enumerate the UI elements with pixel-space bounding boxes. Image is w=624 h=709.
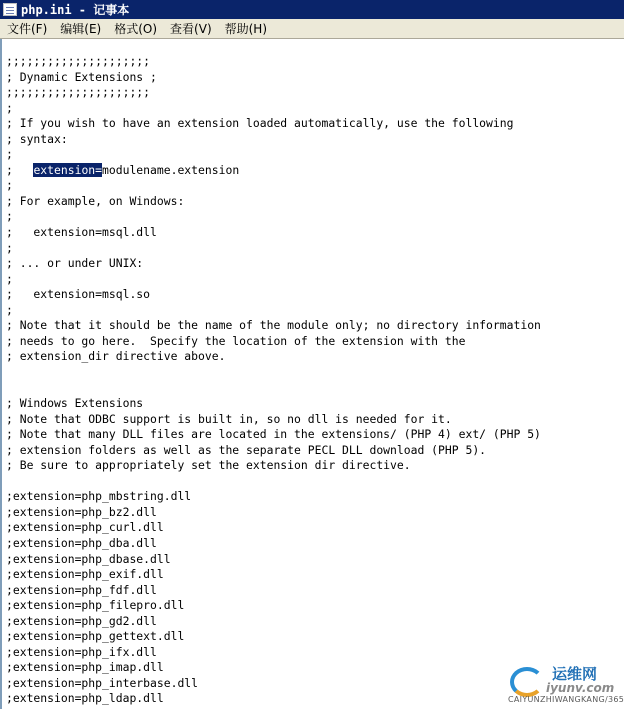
notepad-icon [3, 3, 17, 16]
text-line [6, 365, 541, 381]
menu-format[interactable]: 格式(O) [114, 22, 158, 36]
text-line: ; Note that many DLL files are located in the extensions/ (PHP 4) ext/ (PHP 5) [6, 427, 541, 442]
menu-view[interactable]: 查看(V) [170, 22, 212, 36]
text-line: ; [6, 240, 13, 255]
text-line: ;extension=php_curl.dll [6, 520, 164, 535]
text-line: ; [6, 302, 13, 317]
text-line: ;extension=php_fdf.dll [6, 582, 157, 597]
text-line: ; needs to go here. Specify the location of the extension with the [6, 333, 466, 348]
menu-file[interactable]: 文件(F) [7, 22, 48, 36]
text-line: ;extension=php_ifx.dll [6, 644, 157, 659]
text-line: ;extension=php_ldap.dll [6, 691, 164, 706]
text-line: ; Windows Extensions [6, 396, 144, 411]
text-line [6, 474, 541, 490]
text-line: ;extension=php_filepro.dll [6, 598, 185, 613]
text-line: ;extension=php_gd2.dll [6, 613, 157, 628]
text-line: ; Be sure to appropriately set the extension dir directive. [6, 458, 411, 473]
menu-bar [0, 19, 624, 39]
text-line: ; extension=msql.dll [6, 225, 157, 240]
menu-edit[interactable]: 编辑(E) [60, 22, 102, 36]
text-line: ;extension=php_bz2.dll [6, 504, 157, 519]
selected-text: extension= [33, 162, 103, 177]
text-line [6, 380, 541, 396]
watermark-title: 运维网 [552, 665, 598, 683]
text-line: ;extension=php_gettext.dll [6, 629, 185, 644]
text-line: ; [6, 100, 13, 115]
text-editor-area[interactable] [0, 39, 624, 709]
text-line: ;extension=php_imap.dll [6, 660, 164, 675]
text-line: ; extension=msql.so [6, 287, 151, 302]
text-line: ; Note that ODBC support is built in, so no dll is needed for it. [6, 411, 452, 426]
text-line: ;;;;;;;;;;;;;;;;;;;;; [6, 54, 151, 68]
watermark-sub: CAIYUNZHIWANGKANG/365 [508, 695, 624, 704]
text-line: ; ... or under UNIX: [6, 256, 144, 271]
text-line: ; [6, 209, 13, 224]
text-line: ; extension_dir directive above. [6, 349, 226, 364]
menu-help[interactable]: 帮助(H) [224, 22, 268, 36]
text-line: ; If you wish to have an extension loaded automatically, use the following [6, 116, 514, 131]
text-line: ; For example, on Windows: [6, 193, 185, 208]
text-line: ;extension=php_dba.dll [6, 535, 157, 550]
text-line: ; syntax: [6, 131, 68, 146]
watermark-domain: iyunv.com [546, 681, 615, 695]
text-line: ; [6, 178, 13, 193]
text-line: ; Note that it should be the name of the module only; no directory information [6, 318, 541, 333]
swirl-logo-icon [510, 667, 544, 697]
text-line: ; [6, 271, 13, 286]
site-watermark [508, 663, 624, 707]
window-title: php.ini - 记事本 [21, 3, 130, 17]
text-line: ;;;;;;;;;;;;;;;;;;;;; [6, 85, 151, 100]
text-line: ;extension=php_exif.dll [6, 567, 164, 582]
text-line: ;extension=php_interbase.dll [6, 675, 199, 690]
text-line: ; extension=modulename.extension [6, 162, 240, 177]
text-line: ; [6, 147, 13, 162]
text-line: ; extension folders as well as the separate PECL DLL download (PHP 5). [6, 442, 487, 457]
text-lines [6, 54, 541, 707]
text-line: ;extension=php_mbstring.dll [6, 489, 192, 504]
text-line: ; Dynamic Extensions ; [6, 69, 157, 84]
title-bar[interactable] [0, 0, 624, 19]
text-line: ;extension=php_dbase.dll [6, 551, 171, 566]
